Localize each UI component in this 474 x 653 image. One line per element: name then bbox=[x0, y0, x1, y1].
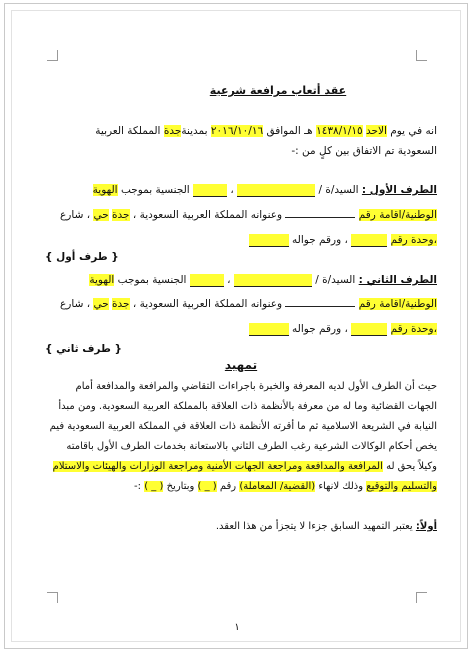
party1-street-label: ، شارع bbox=[60, 209, 91, 221]
preamble-date-field[interactable]: ( _ ) bbox=[144, 481, 164, 492]
party1-mobile-label: ، ورقم جواله bbox=[292, 234, 348, 246]
preamble-line-1 bbox=[76, 378, 437, 396]
party2-mobile-field[interactable] bbox=[249, 323, 289, 336]
party2-district: حي bbox=[93, 298, 109, 310]
party1-honorific: السيد/ة / bbox=[318, 184, 359, 196]
party2-nationality-label: الجنسية bbox=[152, 274, 187, 286]
party2-mobile-label: ، ورقم جواله bbox=[292, 323, 348, 335]
preamble-line-6b: وذلك لانهاء bbox=[318, 481, 364, 492]
party2-address-label: وعنوانه المملكة العربية السعودية bbox=[139, 298, 283, 310]
party1-tag bbox=[45, 248, 119, 266]
party1-line-1: الطرف الأول : السيد/ة / ، الجنسية بموجب الهوية bbox=[92, 184, 437, 196]
clause-first bbox=[216, 518, 437, 536]
party1-name-field[interactable] bbox=[237, 184, 315, 197]
party2-street-label: ، شارع bbox=[60, 298, 91, 310]
intro-line-2-text: السعودية تم الاتفاق بين كلٍ من :- bbox=[291, 145, 437, 157]
preamble-heading bbox=[45, 356, 437, 374]
party1-id-number-field[interactable] bbox=[285, 207, 355, 218]
party1-unit-label: ،وحدة رقم bbox=[390, 234, 437, 246]
preamble-line-3 bbox=[50, 418, 437, 436]
party2-nationality-field[interactable] bbox=[190, 274, 224, 287]
party1-district: حي bbox=[93, 209, 109, 221]
party1-line-3 bbox=[249, 231, 437, 249]
clause-first-label: أولاً: bbox=[415, 521, 437, 532]
party2-iqama-label: الوطنية/اقامة رقم bbox=[358, 298, 437, 310]
party1-nationality-field[interactable] bbox=[193, 184, 227, 197]
intro-city-prefix: بمدينة bbox=[181, 125, 208, 137]
party2-line-3 bbox=[249, 320, 437, 338]
intro-prefix: انه في يوم bbox=[390, 125, 437, 137]
preamble-line-6 bbox=[134, 478, 437, 496]
party1-iqama-label: الوطنية/اقامة رقم bbox=[358, 209, 437, 221]
contract-title bbox=[82, 84, 474, 97]
party2-name-field[interactable] bbox=[234, 274, 312, 287]
page-number bbox=[0, 622, 474, 633]
party1-city: جدة bbox=[112, 209, 130, 221]
intro-line-2 bbox=[291, 142, 437, 160]
preamble-line-2-text: الجهات القضائية وما له من معرفة بالأنظمة ذات العلاقة بالمملكة العربية السعودية. ومن مبدأ bbox=[58, 401, 437, 412]
preamble-line-3-text: النيابة في الشريعة الاسلامية ثم ما أقرته الأنظمة ذات العلاقة في المملكة العربية السعودية فيم bbox=[49, 421, 437, 432]
party1-mobile-field[interactable] bbox=[249, 234, 289, 247]
party2-line-1: الطرف الثاني : السيد/ة / ، الجنسية بموجب الهوية bbox=[89, 274, 437, 286]
intro-day: الاحد bbox=[365, 125, 387, 137]
preamble-line-4-text: يخص أحكام الوكالات الشرعية رغب الطرف الثاني بالاستعانة بخدمات الطرف الأول باقامته bbox=[66, 441, 437, 452]
intro-hijri-suffix: هـ الموافق bbox=[266, 125, 313, 137]
preamble-line-2 bbox=[58, 398, 437, 416]
party2-honorific: السيد/ة / bbox=[315, 274, 356, 286]
party1-label: الطرف الأول : bbox=[361, 184, 437, 196]
party2-id-number-field[interactable] bbox=[285, 296, 355, 307]
party1-nationality-label: الجنسية bbox=[155, 184, 190, 196]
preamble-number-label: رقم bbox=[219, 481, 237, 492]
preamble-line-5a: وكيلاً يحق له bbox=[386, 461, 437, 472]
party2-id-word: الهوية bbox=[89, 274, 115, 286]
crop-mark bbox=[47, 50, 58, 61]
preamble-date-label: وبتاريخ bbox=[166, 481, 195, 492]
page-number-text: ١ bbox=[234, 622, 240, 633]
party1-address-label: وعنوانه المملكة العربية السعودية bbox=[139, 209, 283, 221]
party1-unit-field[interactable] bbox=[351, 234, 387, 247]
preamble-line-6a: والتسليم والتوقيع bbox=[366, 481, 437, 492]
party2-tag-text: { طرف ثاني } bbox=[45, 343, 122, 355]
party1-line-2: الوطنية/اقامة رقم وعنوانه المملكة العربية السعودية ، جدة حي ، شارع bbox=[60, 209, 437, 221]
intro-country: المملكة العربية bbox=[95, 125, 161, 137]
party2-label: الطرف الثاني : bbox=[358, 274, 437, 286]
preamble-case-type: (القضية/ المعاملة) bbox=[239, 481, 316, 492]
preamble-number-field[interactable]: ( _ ) bbox=[197, 481, 217, 492]
party1-id-word: الهوية bbox=[92, 184, 118, 196]
preamble-line-1-text: حيث أن الطرف الأول لديه المعرفة والخبرة باجراءات التقاضي والمرافعة والمدافعة أمام bbox=[75, 381, 437, 392]
preamble-line-5b: المرافعة والمدافعة ومراجعة الجهات الأمنية ومراجعة الوزارات والهيئات والاستلام bbox=[52, 461, 383, 472]
crop-mark bbox=[416, 592, 427, 603]
party2-unit-field[interactable] bbox=[351, 323, 387, 336]
clause-first-text: يعتبر التمهيد السابق جزءا لا يتجزأ من هذا العقد. bbox=[215, 521, 413, 532]
preamble-line-6-end: :- bbox=[134, 481, 142, 492]
contract-title-text: عقد أتعاب مرافعة شرعية bbox=[209, 84, 347, 97]
intro-gregorian-date: ٢٠١٦/١٠/١٦ bbox=[210, 125, 264, 137]
crop-mark bbox=[416, 50, 427, 61]
party1-tag-text: { طرف أول } bbox=[45, 251, 119, 263]
intro-line-1 bbox=[95, 122, 437, 140]
preamble-heading-text: تمهيد bbox=[224, 358, 258, 372]
preamble-line-5 bbox=[53, 458, 437, 476]
party1-id-prefix: بموجب bbox=[120, 184, 153, 196]
party2-unit-label: ،وحدة رقم bbox=[390, 323, 437, 335]
party2-line-2: الوطنية/اقامة رقم وعنوانه المملكة العربية السعودية ، جدة حي ، شارع bbox=[60, 298, 437, 310]
crop-mark bbox=[47, 592, 58, 603]
preamble-line-4 bbox=[66, 438, 437, 456]
party2-id-prefix: بموجب bbox=[117, 274, 149, 286]
intro-hijri-date: ١٤٣٨/١/١٥ bbox=[316, 125, 363, 137]
intro-city: جدة bbox=[163, 125, 182, 137]
party2-city: جدة bbox=[112, 298, 130, 310]
